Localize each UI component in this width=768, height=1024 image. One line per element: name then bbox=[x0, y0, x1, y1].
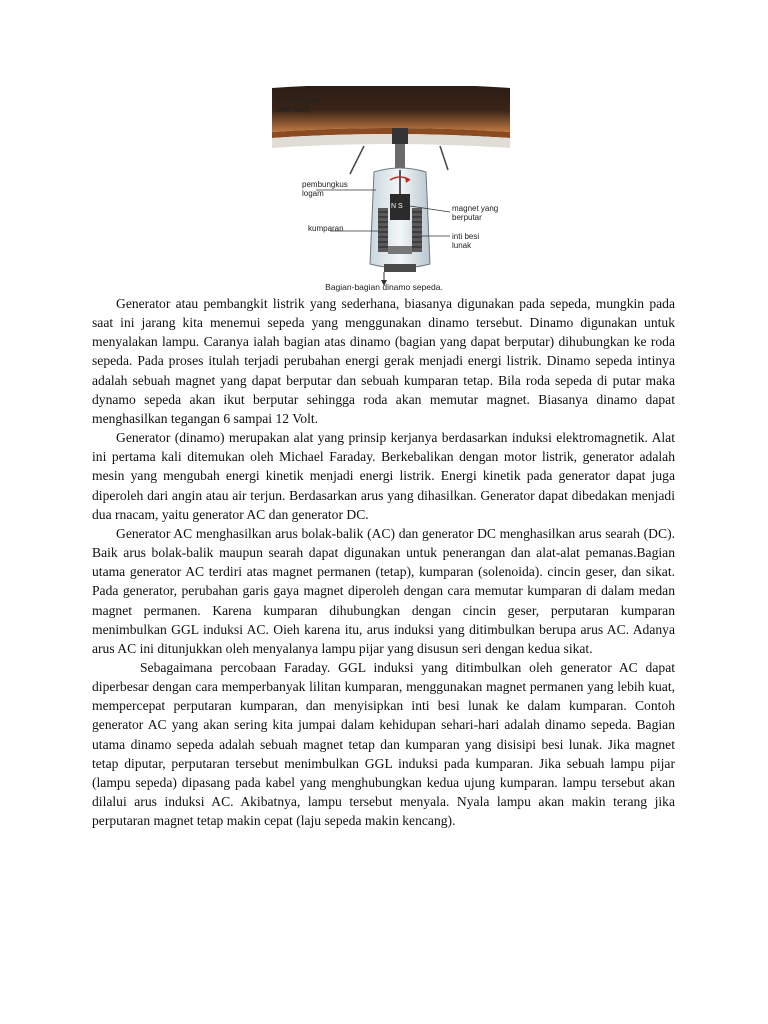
paragraph: Generator AC menghasilkan arus bolak-balik (AC) dan generator DC menghasilkan arus searah (DC). Baik arus bolak-balik maupun searah dapat digunakan untuk penerangan dan alat-alat pemanas.Bagian utama generator AC terdiri atas magnet permanen (tetap), kumparan (solenoida). cincin geser, dan sikat. Pada generator, perubahan garis gaya magnet diperoleh dengan cara memutar kumparan di dalam medan magnet permanen. Karena kumparan dihubungkan dengan cincin geser, perputaran kumparan menimbulkan GGL induksi AC. Oieh karena itu, arus induksi yang ditimbulkan berupa arus AC. Adanya arus AC ini ditunjukkan oleh menyalanya lampu pijar yang disusun seri dengan kedua sikat. bbox=[92, 525, 675, 656]
dynamo-figure bbox=[272, 86, 510, 298]
label-pole: N S bbox=[391, 203, 403, 210]
figure-caption: Bagian-bagian dinamo sepeda. bbox=[325, 282, 443, 292]
paragraph: Generator (dinamo) merupakan alat yang prinsip kerjanya berdasarkan induksi elektromagnetik. Alat ini pertama kali ditemukan oleh Michael Faraday. Berkebalikan dengan motor listrik, generator adalah mesin yang mengubah energi kinetik menjadi energi listrik. Energi kinetik pada generator dapat juga diperoleh dari angin atau air terjun. Berdasarkan arus yang dihasilkan. Generator dapat dibedakan menjadi dua rnacam, yaitu generator AC dan generator DC. bbox=[92, 430, 675, 522]
label-magnet: magnet yang berputar bbox=[452, 204, 499, 222]
label-wheel: roda (diputar oleh ban) bbox=[276, 96, 322, 114]
label-core: inti besi lunak bbox=[452, 232, 480, 250]
label-coil: kumparan bbox=[308, 224, 344, 233]
body-text bbox=[92, 294, 675, 830]
label-casing: pembungkus logam bbox=[302, 180, 348, 198]
paragraph: Sebagaimana percobaan Faraday. GGL induksi yang ditimbulkan oleh generator AC dapat diperbesar dengan cara memperbanyak lilitan kumparan, menggunakan magnet permanen yang lebih kuat, mempercepat perputaran kumparan, dan menyisipkan inti besi lunak ke dalam kumparan. Contoh generator AC yang akan sering kita jumpai dalam kehidupan sehari-hari adalah dinamo sepeda. Bagian utama dinamo sepeda adalah sebuah magnet tetap dan kumparan yang disisipi besi lunak. Jika magnet tetap diputar, perputaran tersebut menimbulkan GGL induksi pada kumparan. Jika sebuah lampu pijar (lampu sepeda) dipasang pada kabel yang menghubungkan kedua ujung kumparan. lampu tersebut akan dilalui arus induksi AC. Akibatnya, lampu tersebut menyala. Nyala lampu akan makin terang jika perputaran magnet tetap makin cepat (laju sepeda makin kencang). bbox=[92, 659, 675, 829]
paragraph: Generator atau pembangkit listrik yang sederhana, biasanya digunakan pada sepeda, mungkin pada saat ini jarang kita menemui sepeda yang menggunakan dinamo tersebut. Dinamo digunakan untuk menyalakan lampu. Caranya ialah bagian atas dinamo (bagian yang dapat berputar) dihubungkan ke roda sepeda. Pada proses itulah terjadi perubahan energi gerak menjadi energi listrik. Dinamo sepeda intinya adalah sebuah magnet yang dapat berputar dan sebuah kumparan tetap. Bila roda sepeda di putar maka dynamo sepeda akan ikut berputar sehingga roda akan memutar magnet. Biasanya dinamo dapat menghasilkan tegangan 6 sampai 12 Volt. bbox=[92, 296, 675, 426]
